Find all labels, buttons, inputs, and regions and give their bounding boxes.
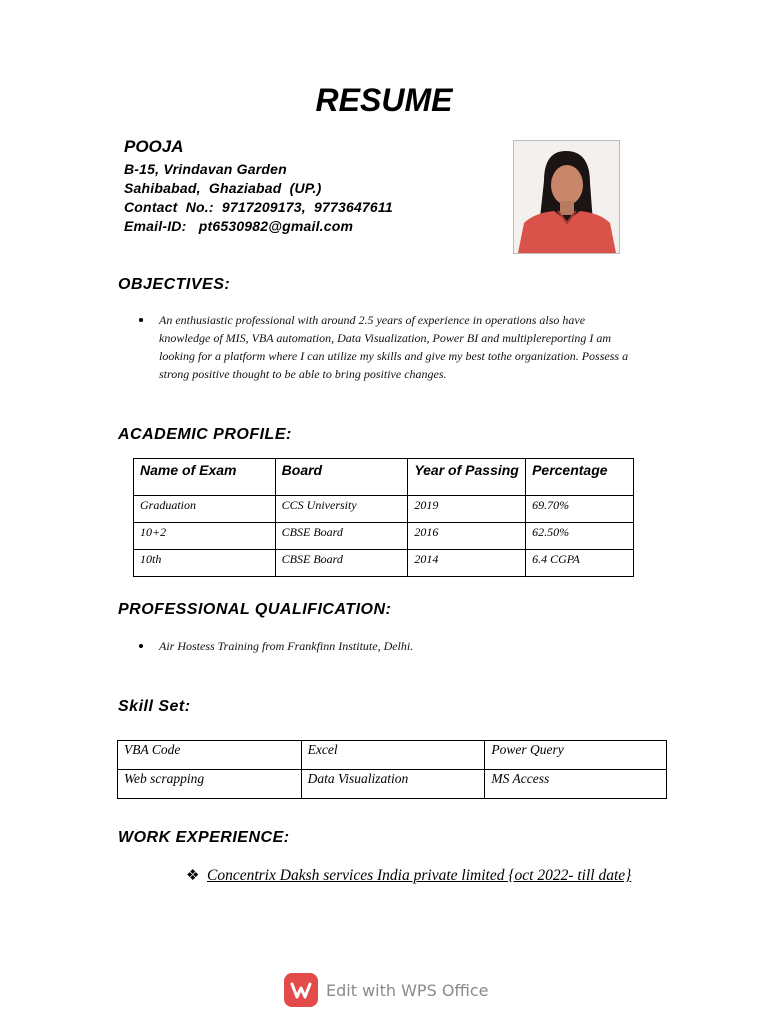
table-row <box>134 550 634 577</box>
work-item: Concentrix Daksh services India private limited {oct 2022- till date} <box>207 867 632 884</box>
table-cell: 2019 <box>408 496 526 523</box>
skill-cell: MS Access <box>485 770 667 799</box>
academic-table <box>133 458 634 577</box>
address-line-2: Sahibabad, Ghaziabad (UP.) <box>124 180 322 196</box>
table-row <box>118 741 667 770</box>
table-cell: CCS University <box>275 496 408 523</box>
resume-title: RESUME <box>315 82 453 118</box>
column-header: Name of Exam <box>134 459 276 496</box>
table-row <box>118 770 667 799</box>
wps-w-icon <box>284 973 318 1007</box>
academic-header-row <box>134 459 634 496</box>
academic-heading: ACADEMIC PROFILE: <box>118 426 292 443</box>
address-line-1: B-15, Vrindavan Garden <box>124 161 287 177</box>
table-cell: 2016 <box>408 523 526 550</box>
professional-item: Air Hostess Training from Frankfinn Institute, Delhi. <box>159 639 414 653</box>
edit-with-wps-link[interactable]: Edit with WPS Office <box>326 981 489 1000</box>
column-header: Percentage <box>526 459 634 496</box>
work-heading: WORK EXPERIENCE: <box>118 829 290 846</box>
column-header: Board <box>275 459 408 496</box>
table-row <box>134 523 634 550</box>
skill-cell: Data Visualization <box>301 770 485 799</box>
objectives-heading: OBJECTIVES: <box>118 276 231 293</box>
table-row <box>134 496 634 523</box>
skill-cell: Power Query <box>485 741 667 770</box>
column-header: Year of Passing <box>408 459 526 496</box>
table-cell: 10+2 <box>134 523 276 550</box>
table-cell: 6.4 CGPA <box>526 550 634 577</box>
table-cell: CBSE Board <box>275 550 408 577</box>
candidate-name: POOJA <box>124 137 184 156</box>
table-cell: 10th <box>134 550 276 577</box>
table-cell: Graduation <box>134 496 276 523</box>
profile-photo <box>513 140 620 254</box>
table-cell: 62.50% <box>526 523 634 550</box>
skill-cell: VBA Code <box>118 741 302 770</box>
table-cell: 69.70% <box>526 496 634 523</box>
bullet-icon <box>139 318 143 322</box>
profile-photo-image <box>514 141 619 253</box>
table-cell: 2014 <box>408 550 526 577</box>
skills-table <box>117 740 667 799</box>
contact-email: Email-ID: pt6530982@gmail.com <box>124 218 354 234</box>
contact-phone: Contact No.: 9717209173, 9773647611 <box>124 199 393 215</box>
skills-heading: Skill Set: <box>118 698 191 715</box>
wps-logo-icon[interactable] <box>284 973 318 1007</box>
skill-cell: Excel <box>301 741 485 770</box>
bullet-icon <box>139 644 143 648</box>
professional-heading: PROFESSIONAL QUALIFICATION: <box>118 601 392 618</box>
diamond-bullet-icon: ❖ <box>186 867 200 884</box>
skill-cell: Web scrapping <box>118 770 302 799</box>
objectives-text: An enthusiastic professional with around 2.5 years of experience in operations also have knowledge of MIS, VBA automation, Data Visualization, Power BI and multiplereporting I am looking for a platform where I can utilize my skills and give my best tothe organization. Possess a strong positive thought to be able to bring positive changes. <box>159 313 629 381</box>
table-cell: CBSE Board <box>275 523 408 550</box>
